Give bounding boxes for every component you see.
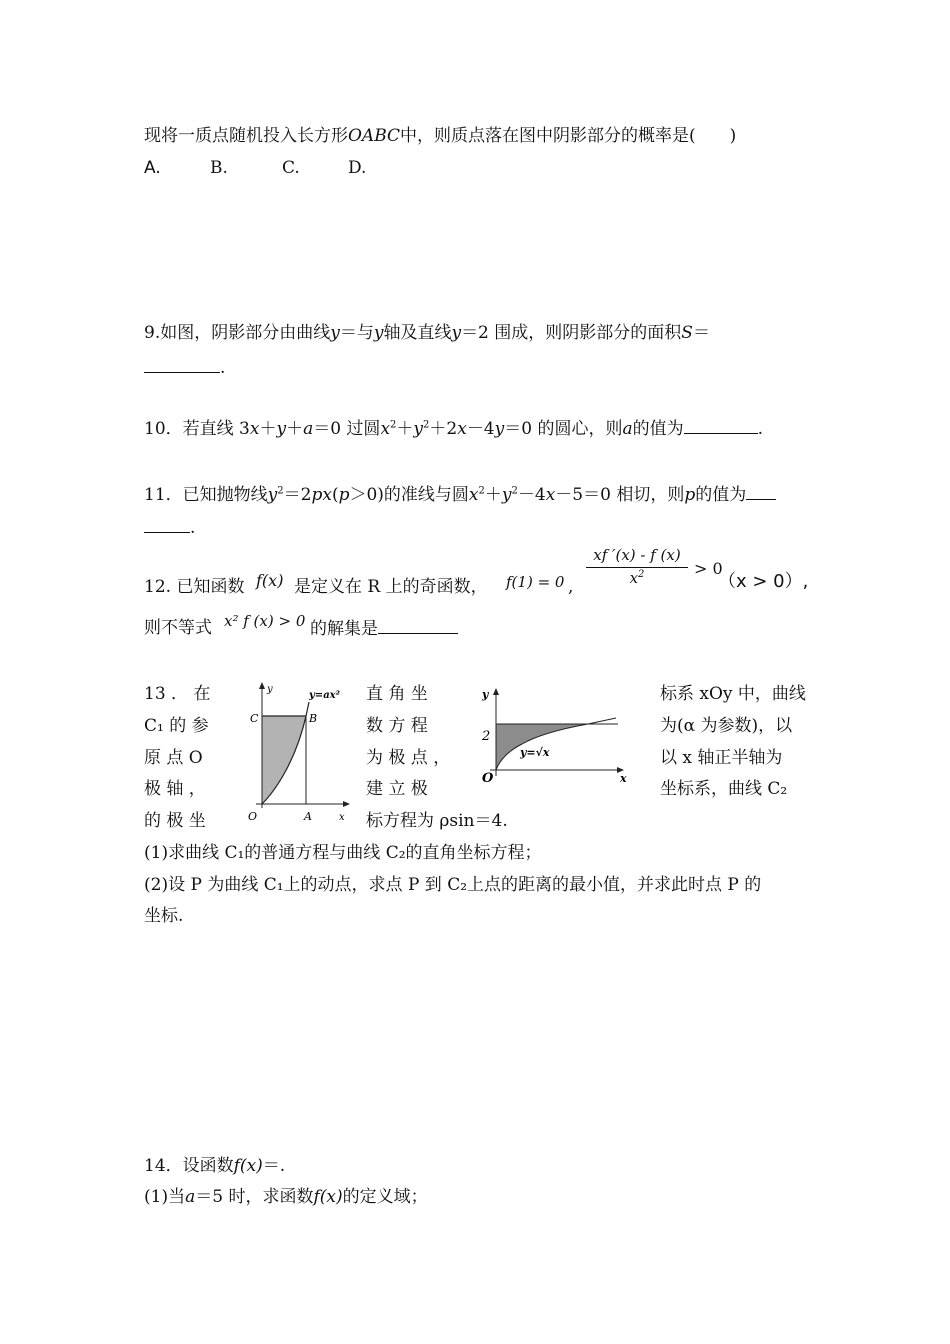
q9-answer-blank: . — [144, 356, 225, 379]
q8-stem: 现将一质点随机投入长方形OABC中，则质点落在图中阴影部分的概率是( ) — [144, 126, 737, 146]
q12-stem-line1: 12. 已知函数 — [144, 577, 245, 597]
q12-stem-mid: 是定义在 R 上的奇函数， — [294, 577, 488, 597]
q13-col3-line: 以 x 轴正半轴为 — [660, 748, 783, 768]
q13-part2: (2)设 P 为曲线 C₁上的动点，求点 P 到 C₂上点的距离的最小值，并求此时点 P 的 — [144, 875, 762, 895]
fig2-label-2: 2 — [482, 729, 491, 744]
q8-option-b: B. — [210, 158, 228, 178]
fig1-label-x: x — [339, 812, 345, 823]
fig2-label-x: x — [620, 772, 627, 785]
q13-col2-line: 直 角 坐 — [366, 684, 428, 704]
fig2-label-y: y — [482, 688, 489, 701]
fig1-label-y: y — [267, 684, 273, 695]
q13-col3-line: 标系 xOy 中，曲线 — [660, 684, 806, 704]
q13-col1-line: 极 轴 ， — [144, 779, 206, 799]
q12-fx: f(x) — [256, 571, 284, 590]
q12-fraction-numerator: xf ′(x) - f (x) — [593, 546, 681, 564]
q8-option-a: A. — [144, 158, 161, 178]
shaded-region — [262, 716, 306, 804]
q12-gt0: > 0 — [694, 559, 723, 578]
figure-parabola-rectangle — [236, 680, 354, 826]
q13-col2-line: 数 方 程 — [366, 716, 428, 736]
q13-part1: (1)求曲线 C₁的普通方程与曲线 C₂的直角坐标方程； — [144, 843, 542, 863]
fig1-label-c: C — [250, 712, 259, 725]
q12-comma: , — [568, 577, 574, 597]
fig1-label-a: A — [304, 810, 312, 823]
q12-fraction-denominator: $x^2$ — [629, 569, 645, 587]
q13-col2-line: 建 立 极 — [366, 779, 428, 799]
fig2-curve-label: y=√x — [520, 746, 550, 759]
q8-option-c: C. — [282, 158, 300, 178]
figure-sqrt-region — [460, 684, 636, 788]
q9-stem: 9.如图，阴影部分由曲线y＝与y轴及直线y＝2 围成，则阴影部分的面积S＝ — [144, 323, 710, 343]
q13-col3-line: 为(α 为参数)，以 — [660, 716, 793, 736]
fig1-label-o: O — [248, 810, 258, 823]
q13-col1-line: C₁ 的 参 — [144, 716, 209, 736]
q12-stem-line2: 则不等式 — [144, 618, 212, 638]
fig1-label-b: B — [309, 712, 318, 725]
q14-stem: 14．设函数f(x)＝. — [144, 1156, 286, 1176]
q8-option-d: D. — [348, 158, 367, 178]
q13-col1-line: 原 点 O — [144, 748, 203, 768]
q11-answer-blank: . — [144, 516, 195, 539]
fig2-label-o: O — [482, 771, 494, 786]
q12-stem-line2-suffix: 的解集是 — [310, 617, 458, 640]
q14-part1: (1)当a＝5 时，求函数f(x)的定义域； — [144, 1187, 428, 1207]
q12-fraction — [582, 545, 692, 588]
q11-stem: 11．已知抛物线$y^2=2px(p>0)$的准线与圆$x^2+y^2-4x-5=0$ 相切，则p的值为 — [144, 483, 776, 506]
q13-col2-line: 为 极 点 ， — [366, 748, 451, 768]
q12-inequality: x² f (x) > 0 — [224, 612, 306, 630]
q13-col1-line: 的 极 坐 — [144, 811, 206, 831]
q13-col2-line: 标方程为 ρsin＝4. — [366, 811, 508, 831]
q13-col3-line: 坐标系，曲线 C₂ — [660, 779, 788, 799]
q10-stem: 10．若直线 3x＋y＋a＝0 过圆$x^2+y^2+2x-4y=0$ 的圆心，则a的值为 . — [144, 419, 764, 439]
q13-part2-cont: 坐标. — [144, 906, 184, 926]
q12-condition: （x > 0）, — [718, 571, 809, 592]
q13-col1-line: 13 ． 在 — [144, 684, 211, 704]
fig1-curve-label: y=ax² — [309, 690, 341, 701]
q12-f1: f(1) = 0 — [506, 573, 565, 591]
